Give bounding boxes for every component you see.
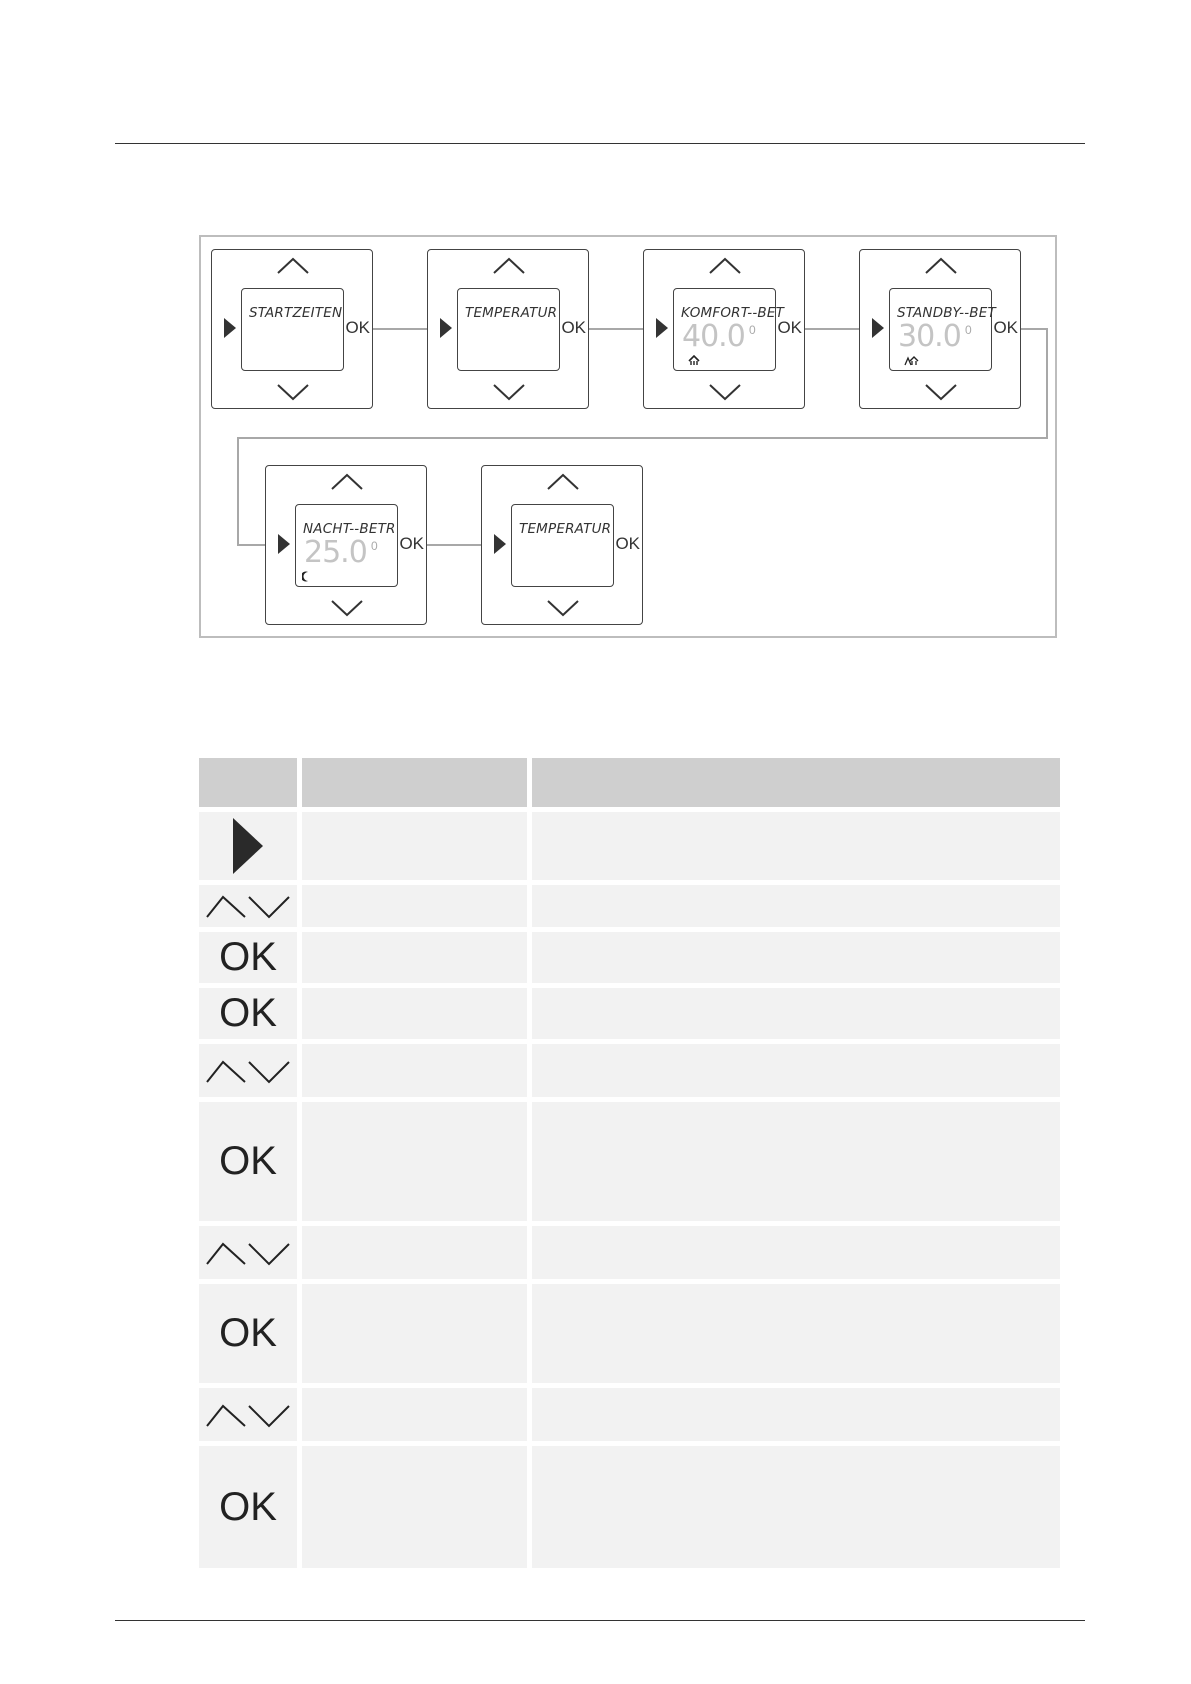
table-row <box>199 932 1060 983</box>
header-rule <box>115 143 1085 144</box>
play-icon[interactable] <box>494 534 506 554</box>
up-down-arrows-icon <box>205 892 291 920</box>
table-cell-description <box>532 812 1060 880</box>
up-arrow-icon[interactable] <box>924 256 958 276</box>
up-arrow-icon[interactable] <box>492 256 526 276</box>
ok-button[interactable]: OK <box>399 534 424 553</box>
down-arrow-icon[interactable] <box>708 382 742 402</box>
down-arrow-icon[interactable] <box>924 382 958 402</box>
up-down-arrows-icon <box>205 1239 291 1267</box>
device-step-nacht <box>265 465 427 625</box>
lcd-title: KOMFORT--BET <box>681 305 785 321</box>
device-step-temperatur <box>427 249 589 409</box>
play-icon[interactable] <box>440 318 452 338</box>
device-step-temperatur-final <box>481 465 643 625</box>
up-arrow-icon[interactable] <box>276 256 310 276</box>
table-row <box>199 1226 1060 1279</box>
table-cell-action <box>302 1388 527 1441</box>
table-cell-action <box>302 988 527 1039</box>
ok-button[interactable]: OK <box>561 318 586 337</box>
ok-button[interactable]: OK <box>345 318 370 337</box>
footer-rule <box>115 1620 1085 1621</box>
up-down-arrows-icon <box>205 1401 291 1429</box>
moon-icon <box>302 571 310 582</box>
table-row <box>199 1388 1060 1441</box>
down-arrow-icon[interactable] <box>546 598 580 618</box>
table-row <box>199 1044 1060 1097</box>
lcd-title: TEMPERATUR <box>465 305 558 321</box>
table-cell-action <box>302 932 527 983</box>
device-step-komfort <box>643 249 805 409</box>
table-header-row <box>199 758 1060 807</box>
lcd-title: STANDBY--BET <box>897 305 996 321</box>
play-icon[interactable] <box>872 318 884 338</box>
device-step-standby <box>859 249 1021 409</box>
table-row <box>199 1102 1060 1221</box>
table-cell-description <box>532 1044 1060 1097</box>
play-icon[interactable] <box>224 318 236 338</box>
up-down-arrows-icon <box>205 1057 291 1085</box>
degree-symbol: 0 <box>965 323 972 337</box>
up-arrow-icon[interactable] <box>708 256 742 276</box>
play-icon <box>233 818 263 874</box>
column-header-symbol <box>199 758 297 807</box>
table-cell-action <box>302 1102 527 1221</box>
table-cell-description <box>532 988 1060 1039</box>
ok-symbol: OK <box>219 1311 277 1355</box>
operation-steps-table <box>199 753 1060 1573</box>
degree-symbol: 0 <box>371 539 378 553</box>
lcd-screen <box>457 288 560 371</box>
degree-symbol: 0 <box>749 323 756 337</box>
lcd-screen <box>295 504 398 587</box>
table-row <box>199 988 1060 1039</box>
ok-symbol: OK <box>219 1139 277 1183</box>
play-icon[interactable] <box>278 534 290 554</box>
ok-symbol: OK <box>219 935 277 979</box>
table-cell-description <box>532 1446 1060 1568</box>
table-cell-description <box>532 885 1060 927</box>
down-arrow-icon[interactable] <box>330 598 364 618</box>
table-cell-action <box>302 1044 527 1097</box>
table-cell-action <box>302 1284 527 1383</box>
ok-button[interactable]: OK <box>615 534 640 553</box>
lcd-screen <box>241 288 344 371</box>
lcd-screen <box>511 504 614 587</box>
table-row <box>199 1446 1060 1568</box>
table-cell-action <box>302 885 527 927</box>
down-arrow-icon[interactable] <box>492 382 526 402</box>
table-cell-description <box>532 1284 1060 1383</box>
lcd-screen <box>673 288 785 371</box>
table-cell-description <box>532 932 1060 983</box>
column-header-description <box>532 758 1060 807</box>
lcd-title: NACHT--BETR <box>303 521 396 537</box>
ok-symbol: OK <box>219 991 277 1035</box>
ok-button[interactable]: OK <box>777 318 802 337</box>
table-row <box>199 812 1060 880</box>
up-arrow-icon[interactable] <box>546 472 580 492</box>
home-icon <box>688 355 700 366</box>
down-arrow-icon[interactable] <box>276 382 310 402</box>
lcd-temperature-value: 40.0 <box>682 319 745 354</box>
table-cell-description <box>532 1226 1060 1279</box>
table-cell-description <box>532 1102 1060 1221</box>
up-arrow-icon[interactable] <box>330 472 364 492</box>
lcd-temperature-value: 25.0 <box>304 535 367 570</box>
table-cell-action <box>302 1446 527 1568</box>
lcd-temperature-value: 30.0 <box>898 319 961 354</box>
ok-symbol: OK <box>219 1484 277 1529</box>
device-step-startzeiten <box>211 249 373 409</box>
table-row <box>199 1284 1060 1383</box>
table-cell-action <box>302 812 527 880</box>
ok-button[interactable]: OK <box>993 318 1018 337</box>
lcd-screen <box>889 288 996 371</box>
away-home-icon <box>904 355 920 366</box>
table-cell-description <box>532 1388 1060 1441</box>
lcd-title: TEMPERATUR <box>519 521 612 537</box>
column-header-action <box>302 758 527 807</box>
table-row <box>199 885 1060 927</box>
play-icon[interactable] <box>656 318 668 338</box>
lcd-title: STARTZEITEN <box>249 305 343 321</box>
table-cell-action <box>302 1226 527 1279</box>
